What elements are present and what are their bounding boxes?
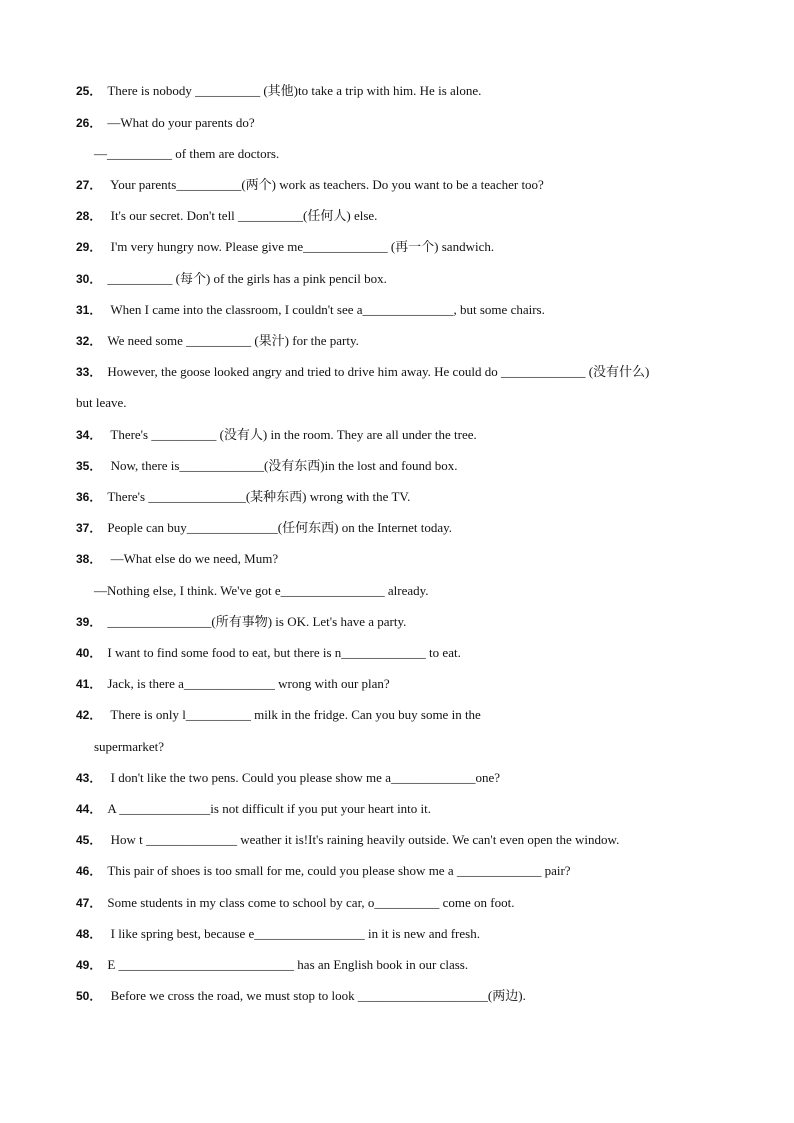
question-text: Some students in my class come to school by car, o__________ come on foot. xyxy=(107,895,515,910)
question-number: 27． xyxy=(76,178,102,192)
question-number: 26． xyxy=(76,116,102,130)
question-text: but leave. xyxy=(76,395,127,410)
question-28 xyxy=(76,206,726,226)
question-text: There is only l__________ milk in the fridge. Can you buy some in the xyxy=(107,707,481,722)
question-number: 25． xyxy=(76,84,102,98)
question-number: 50． xyxy=(76,989,102,1003)
question-29 xyxy=(76,237,726,257)
question-number: 46． xyxy=(76,864,102,878)
question-text: A ______________is not difficult if you put your heart into it. xyxy=(107,801,432,816)
question-43 xyxy=(76,768,726,788)
question-text: I want to find some food to eat, but there is n_____________ to eat. xyxy=(107,645,461,660)
question-number: 42． xyxy=(76,708,102,722)
question-text: How t ______________ weather it is!It's raining heavily outside. We can't even open the window. xyxy=(107,832,620,847)
question-number: 33． xyxy=(76,365,102,379)
question-text: There is nobody __________ (其他)to take a trip with him. He is alone. xyxy=(107,83,482,98)
question-text: However, the goose looked angry and tried to drive him away. He could do _____________ (没有什么) xyxy=(107,364,650,379)
question-number: 36． xyxy=(76,490,102,504)
question-number: 45． xyxy=(76,833,102,847)
question-40 xyxy=(76,643,726,663)
question-42 xyxy=(76,705,726,725)
question-text: When I came into the classroom, I couldn't see a______________, but some chairs. xyxy=(107,302,545,317)
question-32 xyxy=(76,331,726,351)
question-38-answer-line xyxy=(94,581,744,601)
question-text: This pair of shoes is too small for me, could you please show me a _____________ pair? xyxy=(107,863,571,878)
question-text: supermarket? xyxy=(94,739,165,754)
question-text: E ___________________________ has an English book in our class. xyxy=(107,957,469,972)
question-31 xyxy=(76,300,726,320)
question-text: —What do your parents do? xyxy=(107,115,255,130)
question-text: —__________ of them are doctors. xyxy=(94,146,280,161)
question-number: 40． xyxy=(76,646,102,660)
question-25 xyxy=(76,81,726,101)
question-text: Jack, is there a______________ wrong with our plan? xyxy=(107,676,390,691)
question-number: 35． xyxy=(76,459,102,473)
question-text: People can buy______________(任何东西) on the Internet today. xyxy=(107,520,453,535)
question-number: 49． xyxy=(76,958,102,972)
question-text: There's __________ (没有人) in the room. They are all under the tree. xyxy=(107,427,477,442)
question-text: We need some __________ (果汁) for the party. xyxy=(107,333,359,348)
question-37 xyxy=(76,518,726,538)
question-text: I don't like the two pens. Could you please show me a_____________one? xyxy=(107,770,500,785)
question-text: It's our secret. Don't tell __________(任何人) else. xyxy=(107,208,378,223)
question-text: —What else do we need, Mum? xyxy=(107,551,279,566)
question-text: —Nothing else, I think. We've got e________________ already. xyxy=(94,583,429,598)
question-number: 28． xyxy=(76,209,102,223)
question-text: ________________(所有事物) is OK. Let's have a party. xyxy=(107,614,407,629)
question-44 xyxy=(76,799,726,819)
question-41 xyxy=(76,674,726,694)
question-35 xyxy=(76,456,726,476)
question-text: Before we cross the road, we must stop to look ____________________(两边). xyxy=(107,988,526,1003)
question-26-answer-line xyxy=(94,144,744,164)
question-text: I'm very hungry now. Please give me_____________ (再一个) sandwich. xyxy=(107,239,495,254)
question-number: 48． xyxy=(76,927,102,941)
question-text: There's _______________(某种东西) wrong with the TV. xyxy=(107,489,411,504)
question-38 xyxy=(76,549,726,569)
question-50 xyxy=(76,986,726,1006)
question-number: 47． xyxy=(76,896,102,910)
question-number: 29． xyxy=(76,240,102,254)
question-text: __________ (每个) of the girls has a pink pencil box. xyxy=(107,271,387,286)
question-42-continued xyxy=(94,737,744,757)
question-number: 41． xyxy=(76,677,102,691)
question-39 xyxy=(76,612,726,632)
question-number: 38． xyxy=(76,552,102,566)
question-45 xyxy=(76,830,726,850)
question-text: Your parents__________(两个) work as teachers. Do you want to be a teacher too? xyxy=(107,177,544,192)
question-number: 39． xyxy=(76,615,102,629)
question-26 xyxy=(76,113,726,133)
question-number: 43． xyxy=(76,771,102,785)
question-33 xyxy=(76,362,726,382)
question-number: 30． xyxy=(76,272,102,286)
question-text: I like spring best, because e_________________ in it is new and fresh. xyxy=(107,926,480,941)
question-47 xyxy=(76,893,726,913)
question-34 xyxy=(76,425,726,445)
question-49 xyxy=(76,955,726,975)
question-number: 31． xyxy=(76,303,102,317)
question-36 xyxy=(76,487,726,507)
question-30 xyxy=(76,269,726,289)
question-number: 32． xyxy=(76,334,102,348)
question-27 xyxy=(76,175,726,195)
question-number: 44． xyxy=(76,802,102,816)
question-number: 34． xyxy=(76,428,102,442)
question-text: Now, there is_____________(没有东西)in the lost and found box. xyxy=(107,458,458,473)
question-number: 37． xyxy=(76,521,102,535)
question-33-continued xyxy=(76,393,726,413)
question-46 xyxy=(76,861,726,881)
question-48 xyxy=(76,924,726,944)
